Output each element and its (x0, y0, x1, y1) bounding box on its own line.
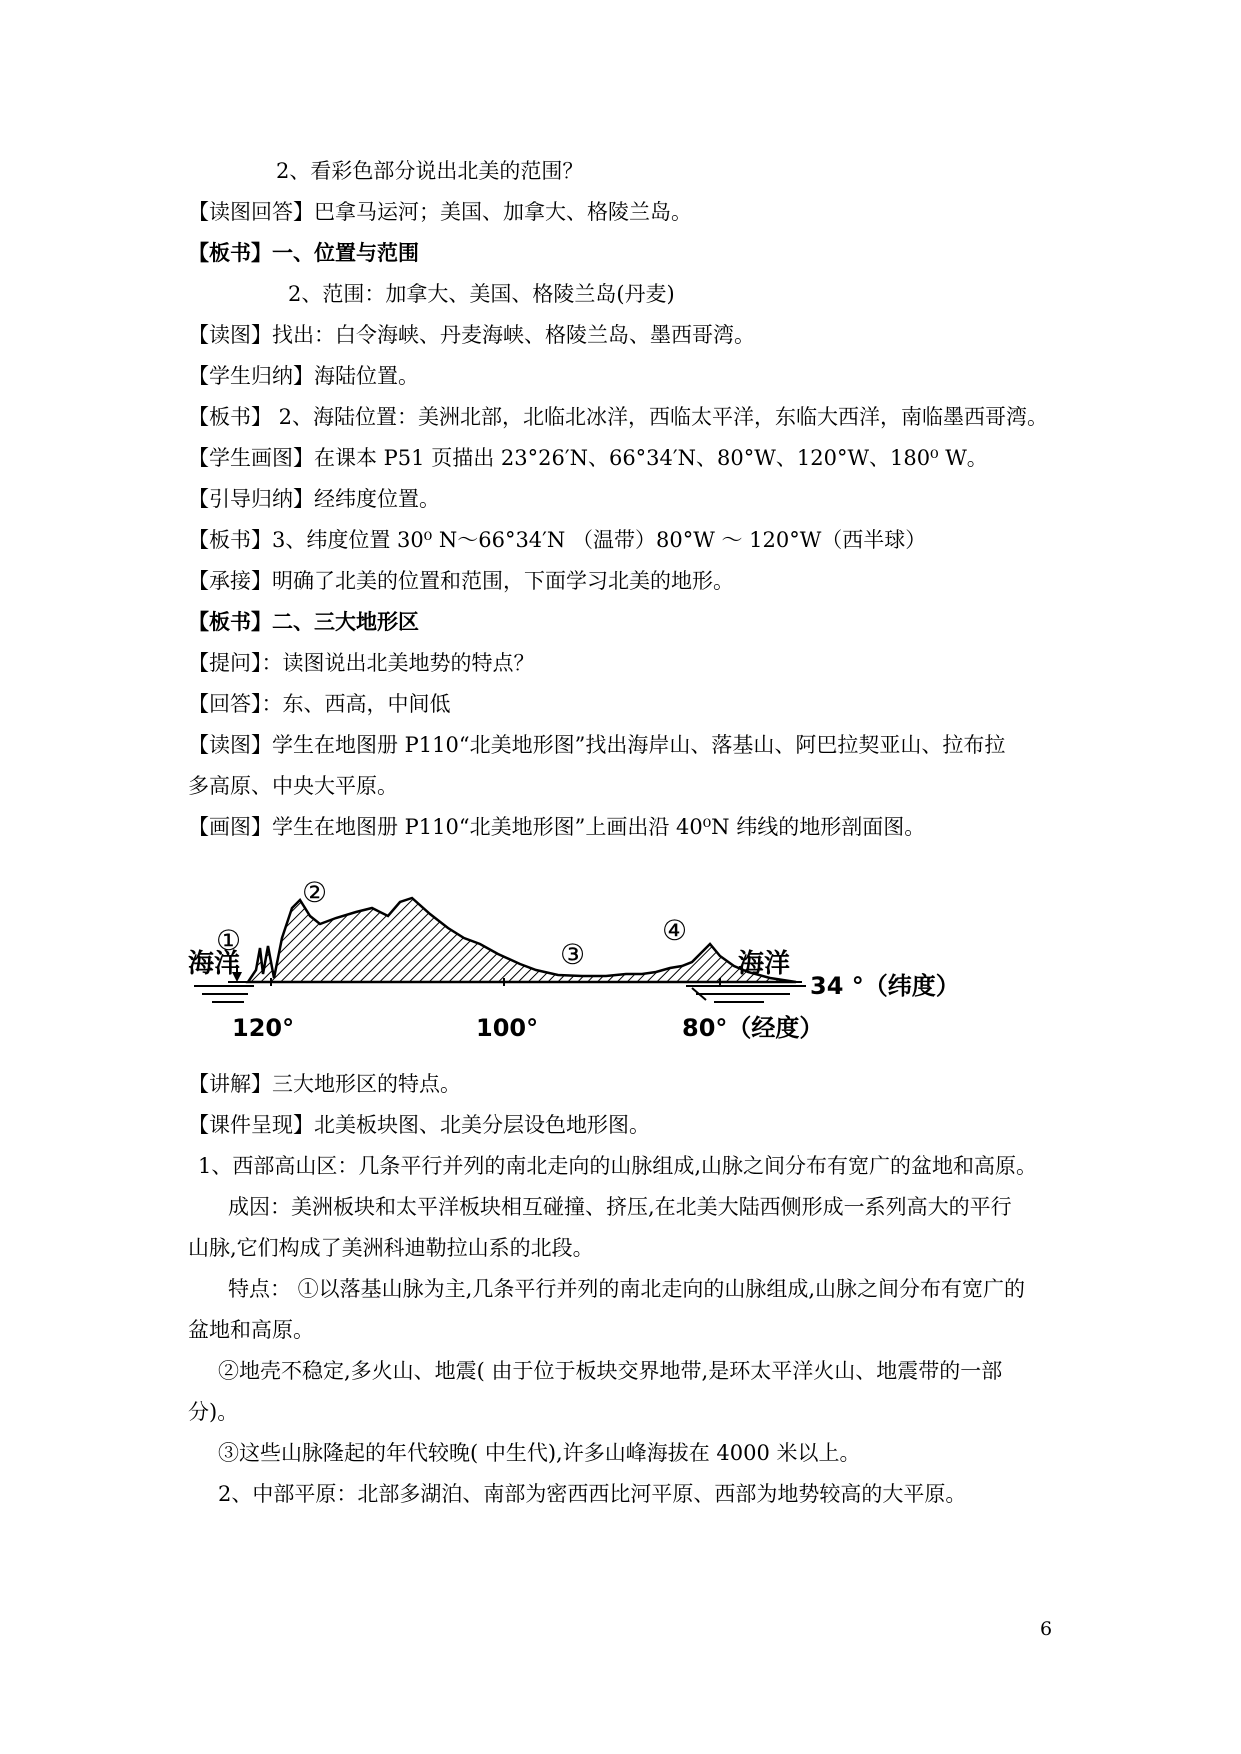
range-line: 2、范围：加拿大、美国、格陵兰岛(丹麦) (288, 282, 675, 306)
terrain-profile (248, 898, 796, 982)
answer-line: 【回答】：东、西高，中间低 (188, 692, 451, 716)
tag: 【提问】 (188, 651, 262, 675)
tick-label-80: 80°（经度） (682, 1014, 824, 1042)
tag: 【读图回答】 (188, 200, 314, 224)
tick-label-100: 100° (476, 1014, 539, 1042)
terrain-profile-diagram (186, 868, 1006, 1046)
tag: 【学生画图】 (188, 446, 314, 470)
student-summary-line: 【学生归纳】海陆位置。 (188, 364, 419, 388)
guided-summary-line: 【引导归纳】经纬度位置。 (188, 487, 440, 511)
latitude-label: 34 °（纬度） (810, 972, 960, 1000)
mountain-age-line: ③这些山脉隆起的年代较晚( 中生代),许多山峰海拔在 4000 米以上。 (218, 1441, 861, 1465)
ocean-right-label: 海洋 (738, 949, 791, 979)
tag: 【读图】 (188, 733, 272, 757)
tag: 【引导归纳】 (188, 487, 314, 511)
tag: 【板书】 (188, 240, 272, 265)
tag: 【板书】 (188, 405, 272, 429)
latitude-position-line: 【板书】3、纬度位置 30⁰ N～66°34′N （温带）80°W ～ 120°W（西半球） (188, 528, 927, 552)
crust-line-cont: 分)。 (188, 1400, 239, 1424)
sea-land-position-line: 【板书】 2、海陆位置：美洲北部，北临北冰洋，西临太平洋，东临大西洋，南临墨西哥湾。 (188, 405, 1049, 429)
marker-1: ① (216, 924, 242, 957)
tag: 【板书】 (188, 528, 272, 552)
tick-label-120: 120° (232, 1014, 295, 1042)
draw-profile-line: 【画图】学生在地图册 P110“北美地形图”上画出沿 40⁰N 纬线的地形剖面图。 (188, 815, 926, 839)
tag: 【回答】 (188, 692, 262, 716)
tag: 【板书】 (188, 609, 272, 634)
features-line-cont: 盆地和高原。 (188, 1318, 314, 1342)
features-line: 特点： ①以落基山脉为主,几条平行并列的南北走向的山脉组成,山脉之间分布有宽广的 (228, 1277, 1026, 1301)
read-atlas-line-cont: 多高原、中央大平原。 (188, 774, 398, 798)
courseware-line: 【课件呈现】北美板块图、北美分层设色地形图。 (188, 1113, 650, 1137)
formation-cause-line-cont: 山脉,它们构成了美洲科迪勒拉山系的北段。 (188, 1236, 594, 1260)
reading-answer-line: 【读图回答】巴拿马运河；美国、加拿大、格陵兰岛。 (188, 200, 692, 224)
western-mountains-line: 1、西部高山区：几条平行并列的南北走向的山脉组成,山脉之间分布有宽广的盆地和高原。 (198, 1154, 1038, 1178)
student-drawing-line: 【学生画图】在课本 P51 页描出 23°26′N、66°34′N、80°W、120°W、180⁰ W。 (188, 446, 988, 470)
marker-4: ④ (662, 914, 688, 947)
tag: 【课件呈现】 (188, 1113, 314, 1137)
tag: 【画图】 (188, 815, 272, 839)
transition-line: 【承接】明确了北美的位置和范围，下面学习北美的地形。 (188, 569, 734, 593)
central-plains-line: 2、中部平原：北部多湖泊、南部为密西西比河平原、西部为地势较高的大平原。 (218, 1482, 967, 1506)
formation-cause-line: 成因：美洲板块和太平洋板块相互碰撞、挤压,在北美大陆西侧形成一系列高大的平行 (228, 1195, 1012, 1219)
explain-line: 【讲解】三大地形区的特点。 (188, 1072, 461, 1096)
tag: 【读图】 (188, 323, 272, 347)
tag: 【学生归纳】 (188, 364, 314, 388)
tag: 【承接】 (188, 569, 272, 593)
page-number: 6 (1040, 1618, 1053, 1640)
question-terrain-line: 【提问】：读图说出北美地势的特点？ (188, 651, 535, 675)
crust-line: ②地壳不稳定,多火山、地震( 由于位于板块交界地带,是环太平洋火山、地震带的一部 (218, 1359, 1003, 1383)
read-atlas-line: 【读图】学生在地图册 P110“北美地形图”找出海岸山、落基山、阿巴拉契亚山、拉布拉 (188, 733, 1006, 757)
question-line: 2、看彩色部分说出北美的范围？ (276, 159, 584, 183)
marker-2: ② (302, 876, 328, 909)
read-map-line: 【读图】找出：白令海峡、丹麦海峡、格陵兰岛、墨西哥湾。 (188, 323, 755, 347)
ocean-left-label: 海洋 (188, 949, 241, 979)
board-heading-1: 【板书】一、位置与范围 (188, 240, 419, 265)
board-heading-2: 【板书】二、三大地形区 (188, 609, 419, 634)
tag: 【讲解】 (188, 1072, 272, 1096)
marker-3: ③ (560, 938, 586, 971)
